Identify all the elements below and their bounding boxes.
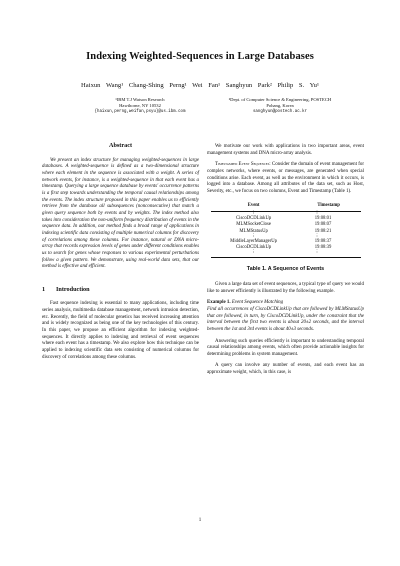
- paper-title: Indexing Weighted-Sequences in Large Databases: [86, 51, 314, 62]
- table-row: [211, 251, 361, 258]
- table-ellipsis: ⋮: [297, 251, 361, 258]
- table-ellipsis: ⋮: [314, 233, 320, 239]
- table-ellipsis: ⋮: [211, 251, 297, 258]
- intro-paragraph: Fast sequence indexing is essential to many applications, including time series analysis, multimedia database management, network intrusion detection, etc. Recently, the field of molecular genetics has received increasing attention and is widely recognized as being one of the key technologies of this century. In this paper, we propose an efficient algorithm for indexing weighted-sequences. It directly applies to indexing and retrieval of event sequences where each event has a timestamp. We also explore how this technique can be applied to indexing scientific data sets consisting of numerical columns for discovery of correlations among these columns.: [42, 301, 199, 360]
- table-header-row: [211, 202, 361, 212]
- table-header: Timestamp: [297, 202, 361, 212]
- table-cell: 19:08:01: [314, 216, 332, 222]
- affiliation-line: ²Dept. of Computer Science & Engineering, POSTECH: [228, 97, 332, 102]
- affiliation-line: Hawthorne, NY 10532: [119, 103, 161, 108]
- query-weight-paragraph: A query can involve any number of events, and each event has an approximate weight, which, in this case, is: [207, 363, 364, 376]
- affiliation-email: {haixun,perng,weifan,psyu}@us.ibm.com: [94, 110, 186, 114]
- table-cell: CiscoDCDLinkUp: [236, 216, 272, 222]
- paragraph-heading: Timestamped Event Sequences:: [215, 162, 271, 168]
- affiliation-line: Pohang, Korea: [266, 103, 294, 108]
- affiliation-email: sanghyun@postech.ac.kr: [252, 110, 308, 114]
- abstract-text: We present an index structure for managing weighted-sequences in large databases. A weighted-sequence is defined as a two-dimensional structure where each element in the sequence is associated with a weight. A series of network events, for instance, is a weighted-sequence in that each event has a timestamp. Querying a large sequence database by events' occurrence patterns is a first step towards understanding the temporal causal relationships among the events. The index structure proposed in this paper enables us to efficiently retrieve from the database all subsequences (nonconsecutive) that match a given query sequence both by events and by weights. The index method also takes into consideration the non-uniform frequency distribution of events in the sequence data. In addition, our method finds a broad range of applications in indexing scientific data consisting of multiple numerical columns for discovery of correlations among these columns. For instance, natural or DNA micro-array that records expression levels of genes under different conditions enables us to search for genes whose responses to various experimental perturbations follow a given pattern. We demonstrate, using real-world data sets, that our method is effective and efficient.: [42, 157, 199, 270]
- table-cell: MiddleLayerManagerUp: [230, 238, 278, 244]
- event-sequences-paragraph: [207, 162, 364, 195]
- section-number: 1: [42, 285, 46, 293]
- section-heading: [42, 287, 199, 294]
- author-list: Haixun Wang¹ Chang-Shing Perng¹ Wei Fan¹ Sanghyun Park² Philip S. Yu¹: [81, 82, 319, 89]
- example-body: Find all occurrences of CiscoDCDLinkUp that are followed by MLMStatusUp that are followed, in turn, by CiscoDCDLinkUp, under the constraint that the interval between the first two events is about 20±2 seconds, and the interval between the 1st and 3rd events is about 40±3 seconds.: [207, 306, 364, 332]
- page-number: 1: [198, 518, 202, 523]
- table-cell: 19:08:39: [314, 245, 332, 251]
- table-cell: MLMStatusUp: [239, 228, 268, 234]
- affiliation-ibm: [70, 97, 210, 115]
- affiliation-line: ¹IBM T.J Watson Research: [115, 97, 165, 102]
- table-cell: 19:08:07: [314, 222, 332, 228]
- section-title: Introduction: [56, 285, 90, 293]
- events-table: [211, 202, 361, 259]
- table-ellipsis: ⋮: [251, 211, 256, 217]
- motivation-paragraph: We motivate our work with applications in two important areas, event management systems and DNA micro-array analysis.: [207, 144, 364, 156]
- example-label: Example 1.: [207, 300, 231, 306]
- table-ellipsis: ⋮: [314, 211, 320, 217]
- table-caption: Table 1. A Sequence of Events: [246, 266, 325, 273]
- query-paragraph: Given a large data set of event sequences, a typical type of query we would like to answer efficiently is illustrated by the following example.: [207, 281, 364, 294]
- paragraph-body: Consider the domain of event management for complex networks, where events, or messages, are generated when special conditions arise. Each event, as well as the environment in which it occurs, is logged into a database. Among all attributes of the data set, such as Host, Severity, etc., we focus on two columns, Event and Timestamp (Table 1).: [207, 162, 364, 194]
- table-cell: 19:08:21: [314, 228, 332, 234]
- table-cell: MLMSocketClose: [236, 222, 271, 228]
- answering-paragraph: Answering such queries efficiently is important to understanding temporal causal relationships among events, which often provide actionable insights for determining problems in system management.: [207, 338, 364, 357]
- table-cell: CiscoDCDLinkUp: [236, 245, 272, 251]
- abstract-heading: Abstract: [108, 142, 133, 149]
- left-column: [42, 143, 199, 361]
- table-cell: 19:08:37: [314, 238, 332, 244]
- right-column: [207, 144, 364, 377]
- example-title: Event Sequence Matching: [231, 300, 284, 306]
- example-block: [207, 300, 364, 333]
- affiliation-postech: [200, 97, 360, 115]
- table-ellipsis: ⋮: [251, 233, 256, 239]
- table-header: Event: [211, 202, 297, 212]
